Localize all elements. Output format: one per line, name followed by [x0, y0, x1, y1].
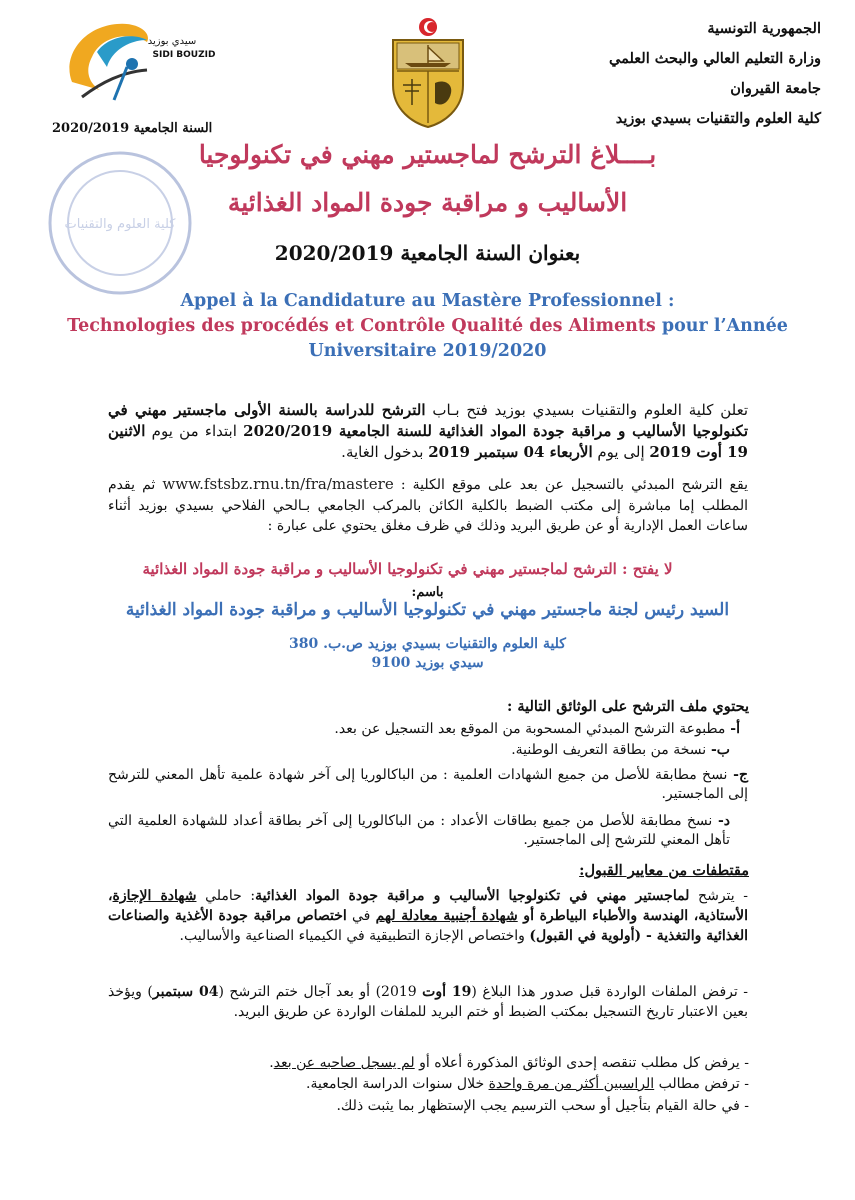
intro-text: ابتداء من يوم — [145, 422, 244, 440]
intro-paragraph-1 — [108, 400, 748, 463]
header-line-ministry: وزارة التعليم العالي والبحث العلمي — [609, 50, 821, 67]
criteria-underlined: لم يسجل صاحبه عن بعد — [273, 1055, 415, 1071]
french-program-name: Technologies des procédés et Contrôle Qualité des Aliments — [67, 316, 656, 336]
criteria-underlined: الراسبين أكثر من مرة واحدة — [488, 1076, 655, 1092]
criteria-text: 2019) أو بعد آجال ختم الترشح ( — [218, 984, 423, 1000]
sidi-bouzid-logo — [52, 12, 222, 107]
start-date: الاثنين 19 أوت 2019 — [108, 422, 748, 461]
list-item-label: ب- — [706, 742, 730, 758]
stamp-text: كلية العلوم والتقنيات — [64, 217, 176, 232]
list-item — [108, 812, 748, 850]
french-title-line-3: Universitaire 2019/2020 — [308, 341, 547, 361]
criteria-foreign-degree: شهادة أجنبية معادلة لهم — [375, 908, 518, 924]
envelope-recipient: السيد رئيس لجنة ماجستير مهني في تكنولوجيا الأساليب و مراقبة جودة المواد الغذائية — [125, 600, 730, 620]
list-item-text: نسخة من بطاقة التعريف الوطنية. — [511, 742, 707, 758]
list-item-text: نسخ مطابقة للأصل من جميع الشهادات العلمية : من الباكالوريا إلى آخر شهادة علمية تأهل المعني للترشح إلى الماجستير. — [108, 767, 748, 802]
envelope-faculty-po-box: كلية العلوم والتقنيات بسيدي بوزيد ص.ب. 380 — [289, 636, 566, 652]
logo-text-ar: سيدي بوزيد — [147, 36, 197, 47]
criteria-degrees-bold: ، الأستاذية، الهندسة والأطباء البياطرة أو — [108, 888, 748, 924]
criteria-bullet-missing-docs — [269, 1055, 749, 1071]
intro-text: إلى يوم — [592, 443, 650, 461]
criteria-text: - يترشح — [689, 888, 748, 904]
french-title-line-2 — [0, 316, 855, 336]
registration-url-link[interactable]: www.fstsbz.rnu.tn/fra/mastere — [162, 475, 394, 493]
criteria-text: ) ويؤخذ بعين الاعتبار تاريخ التسجيل بمكتب الضبط أو ختم البريد للملفات الواردة عن طريق البريد. — [108, 984, 748, 1020]
envelope-city-postcode: سيدي بوزيد 9100 — [371, 655, 484, 671]
header-line-university: جامعة القيروان — [730, 80, 821, 97]
criteria-eligibility — [108, 886, 748, 946]
criteria-date-bold: 19 أوت — [422, 984, 472, 1000]
criteria-text: - يرفض كل مطلب تنقصه إحدى الوثائق المذكورة أعلاه أو — [414, 1055, 749, 1071]
criteria-text: واختصاص الإجازة التطبيقية في الكيمياء الصناعية والأساليب. — [179, 928, 530, 944]
subtitle-academic-year: بعنوان السنة الجامعية 2020/2019 — [274, 241, 581, 265]
criteria-text: - ترفض مطالب — [654, 1076, 749, 1092]
list-item — [108, 766, 748, 804]
list-item — [108, 720, 748, 739]
intro-text: بدخول الغاية. — [341, 443, 429, 461]
criteria-text: : حاملي — [196, 888, 256, 904]
intro-text: يقع الترشح المبدئي بالتسجيل عن بعد على موقع الكلية : — [393, 477, 748, 493]
institution-header — [531, 14, 821, 134]
title-line-1: بــــلاغ الترشح لماجستير مهني في تكنولوجيا — [198, 140, 657, 169]
list-item-label: د- — [712, 813, 731, 829]
list-item-text: نسخ مطابقة للأصل من جميع بطاقات الأعداد : من الباكالوريا إلى آخر بطاقة أعداد للشهادة العلمية التي تأهل المعني للترشح إلى الماجستير. — [108, 813, 730, 848]
criteria-text: . — [269, 1055, 274, 1071]
criteria-degree-licence: شهادة الإجازة — [112, 888, 197, 904]
title-line-2: الأساليب و مراقبة جودة المواد الغذائية — [227, 188, 628, 217]
header-line-republic: الجمهورية التونسية — [707, 20, 821, 37]
list-item-label: أ- — [725, 721, 740, 737]
criteria-deadlines — [108, 982, 748, 1022]
criteria-text: خلال سنوات الدراسة الجامعية. — [306, 1076, 489, 1092]
intro-text: ثم يقدم المطلب إما مباشرة إلى مكتب الضبط بالكلية الكائن بالمركب الجامعي بـالحي الفلاحي بسيدي بوزيد أثناء ساعات العمل الإدارية أو عن طريق البريد وذلك في ظرف مغلق يحتوي على عبارة : — [108, 477, 748, 534]
logo-text-fr: SIDI BOUZID — [152, 50, 216, 60]
academic-year-label: السنة الجامعية 2020/2019 — [52, 121, 213, 136]
intro-program-bold: الترشح للدراسة بالسنة الأولى ماجستير مهني في تكنولوجيا الأساليب و مراقبة جودة المواد الغذائية للسنة الجامعية 2020/2019 — [108, 401, 749, 440]
envelope-addressed-to-label: باسم: — [411, 585, 444, 600]
criteria-program-bold: لماجستير مهني في تكنولوجيا الأساليب و مراقبة جودة المواد الغذائية — [255, 888, 690, 904]
criteria-date-bold: 04 سبتمبر — [152, 984, 219, 1000]
list-item — [108, 741, 748, 760]
criteria-specialty-priority: اختصاص مراقبة جودة الأغذية والصناعات الغذائية والتغذية - (أولوية في القبول) — [108, 908, 748, 944]
intro-text: تعلن كلية العلوم والتقنيات بسيدي بوزيد فتح بـاب — [425, 401, 749, 419]
criteria-text: في — [346, 908, 376, 924]
french-year-lead: pour l’Année — [655, 316, 788, 336]
tunisia-coat-of-arms — [383, 15, 473, 130]
criteria-heading: مقتطفات من معايير القبول: — [579, 862, 749, 879]
header-line-faculty: كلية العلوم والتقنيات بسيدي بوزيد — [615, 110, 821, 127]
french-title-line-1: Appel à la Candidature au Mastère Professionnel : — [180, 291, 675, 311]
criteria-bullet-repeaters — [306, 1076, 749, 1092]
official-stamp — [40, 148, 200, 298]
criteria-bullet-deferral: - في حالة القيام بتأجيل أو سحب الترسيم يجب الإستظهار بما يثبت ذلك. — [336, 1098, 749, 1114]
list-item-label: ج- — [727, 767, 748, 783]
end-date: الأربعاء 04 سبتمبر 2019 — [428, 443, 593, 461]
documents-heading: يحتوي ملف الترشح على الوثائق التالية : — [506, 698, 749, 715]
envelope-do-not-open: لا يفتح : الترشح لماجستير مهني في تكنولوجيا الأساليب و مراقبة جودة المواد الغذائية — [142, 560, 673, 578]
intro-paragraph-2 — [108, 474, 748, 537]
list-item-text: مطبوعة الترشح المبدئي المسحوبة من الموقع بعد التسجيل عن بعد. — [334, 721, 726, 737]
criteria-text: - ترفض الملفات الواردة قبل صدور هذا البلاغ ( — [471, 984, 748, 1000]
